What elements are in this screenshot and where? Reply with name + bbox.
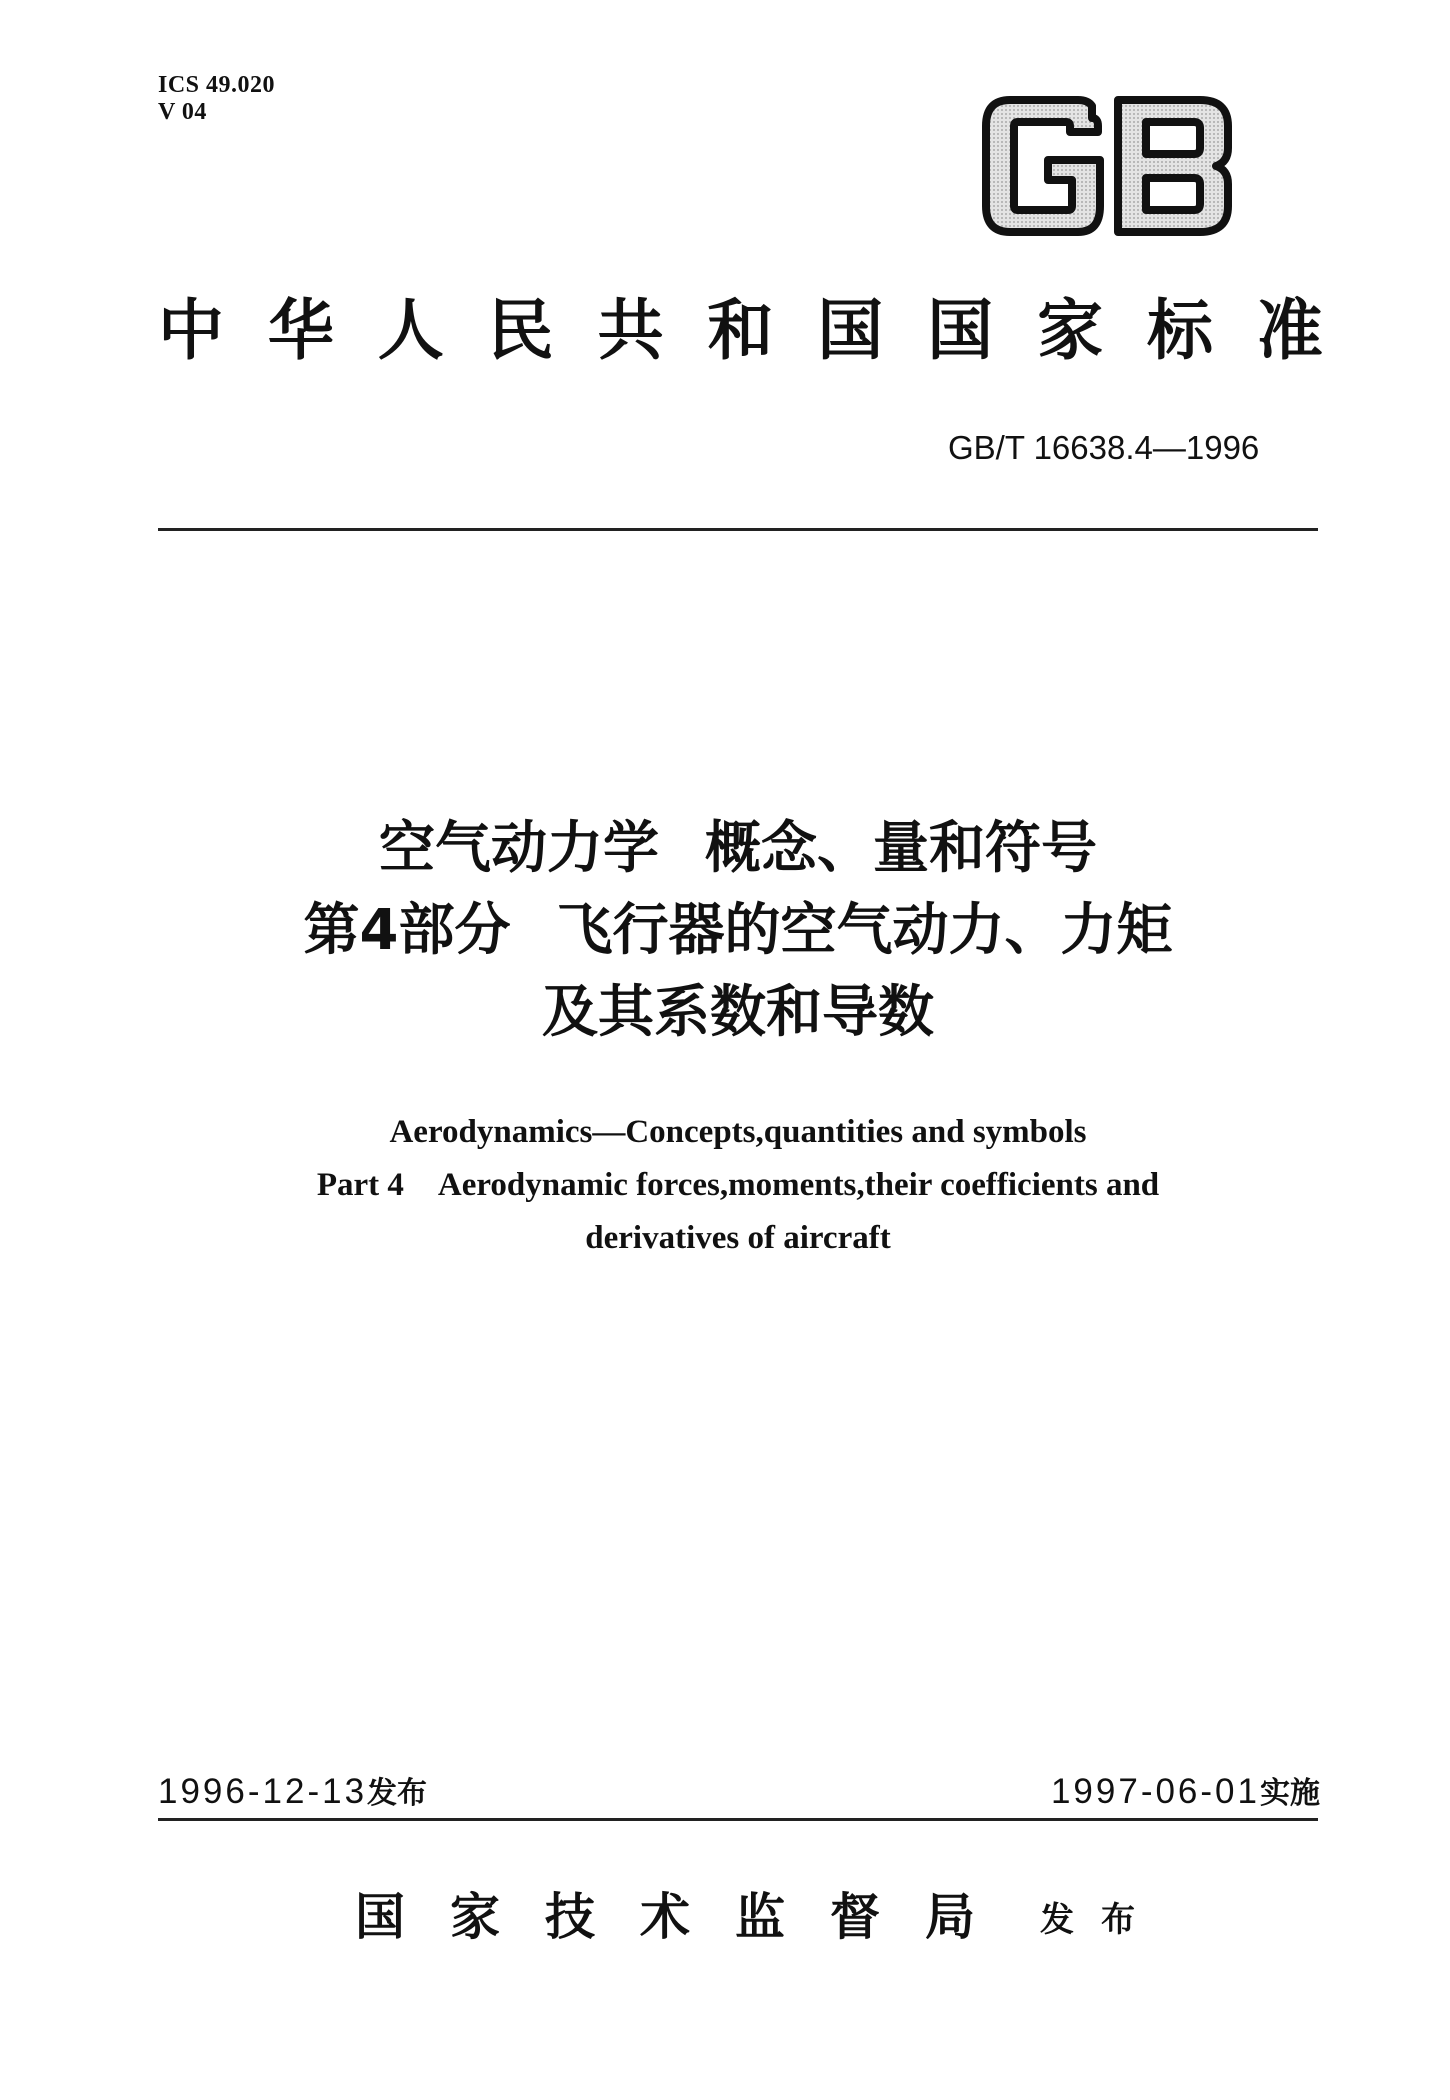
issue-date-suffix: 发布: [367, 1776, 428, 1811]
title-en-line-2-b: Aerodynamic forces,moments,their coefficients and: [437, 1167, 1160, 1203]
authority-char: 技: [545, 1887, 595, 1946]
title-en-line-3: derivatives of aircraft: [585, 1220, 891, 1256]
title-en-line-1: Aerodynamics—Concepts,quantities and symbols: [389, 1114, 1087, 1150]
title-cn-line-2-b: 飞行器的空气动力、力矩: [556, 898, 1173, 963]
gb-logo: [980, 96, 1235, 236]
issue-date-value: 1996-12-13: [158, 1772, 368, 1811]
title-chinese: [158, 808, 1318, 1054]
national-standard-heading: [158, 290, 1323, 370]
authority-char: 术: [640, 1887, 690, 1946]
heading-char: 中: [158, 291, 224, 369]
authority-char: 家: [450, 1887, 500, 1946]
publish-label: [1040, 1896, 1135, 1944]
title-en-line-2-a: Part 4: [316, 1167, 404, 1203]
title-cn-line-1-a: 空气动力学: [379, 816, 659, 881]
implementation-date-suffix: 实施: [1260, 1776, 1320, 1811]
heading-char: 共: [597, 291, 664, 369]
issuing-authority: [355, 1885, 975, 1949]
authority-char: 局: [925, 1887, 975, 1946]
implementation-date: [1030, 1770, 1320, 1816]
publish-char: 发: [1040, 1900, 1074, 1940]
heading-char: 人: [377, 291, 444, 369]
title-cn-line-1: [158, 808, 1318, 890]
bottom-divider: [158, 1818, 1318, 1821]
heading-char: 标: [1147, 291, 1214, 369]
heading-char: 家: [1037, 291, 1104, 369]
heading-char: 准: [1256, 291, 1323, 369]
classification-codes: [158, 72, 275, 126]
publish-char: 布: [1101, 1900, 1135, 1940]
heading-char: 民: [487, 291, 554, 369]
title-english: [158, 1106, 1318, 1265]
ccs-code: V 04: [158, 99, 207, 125]
heading-char: 华: [267, 291, 334, 369]
standard-number: GB/T 16638.4—1996: [948, 429, 1260, 466]
title-cn-line-2-a: 第4部分: [303, 898, 511, 963]
implementation-date-value: 1997-06-01: [1050, 1772, 1260, 1811]
heading-char: 国: [927, 291, 994, 369]
heading-char: 和: [707, 291, 774, 369]
authority-char: 国: [355, 1887, 405, 1946]
authority-char: 督: [830, 1887, 880, 1946]
heading-char: 国: [817, 291, 884, 369]
ics-code: ICS 49.020: [158, 72, 276, 98]
gb-logo-g-shape: [986, 100, 1100, 232]
authority-char: 监: [735, 1887, 785, 1946]
title-cn-line-2: [158, 890, 1318, 972]
title-cn-line-3: 及其系数和导数: [542, 980, 934, 1045]
title-cn-line-1-b: 概念、量和符号: [705, 816, 1097, 881]
gb-logo-b-shape: [1118, 100, 1228, 232]
issue-date: [158, 1770, 427, 1816]
top-divider: [158, 528, 1318, 531]
title-en-line-2: [158, 1159, 1318, 1212]
